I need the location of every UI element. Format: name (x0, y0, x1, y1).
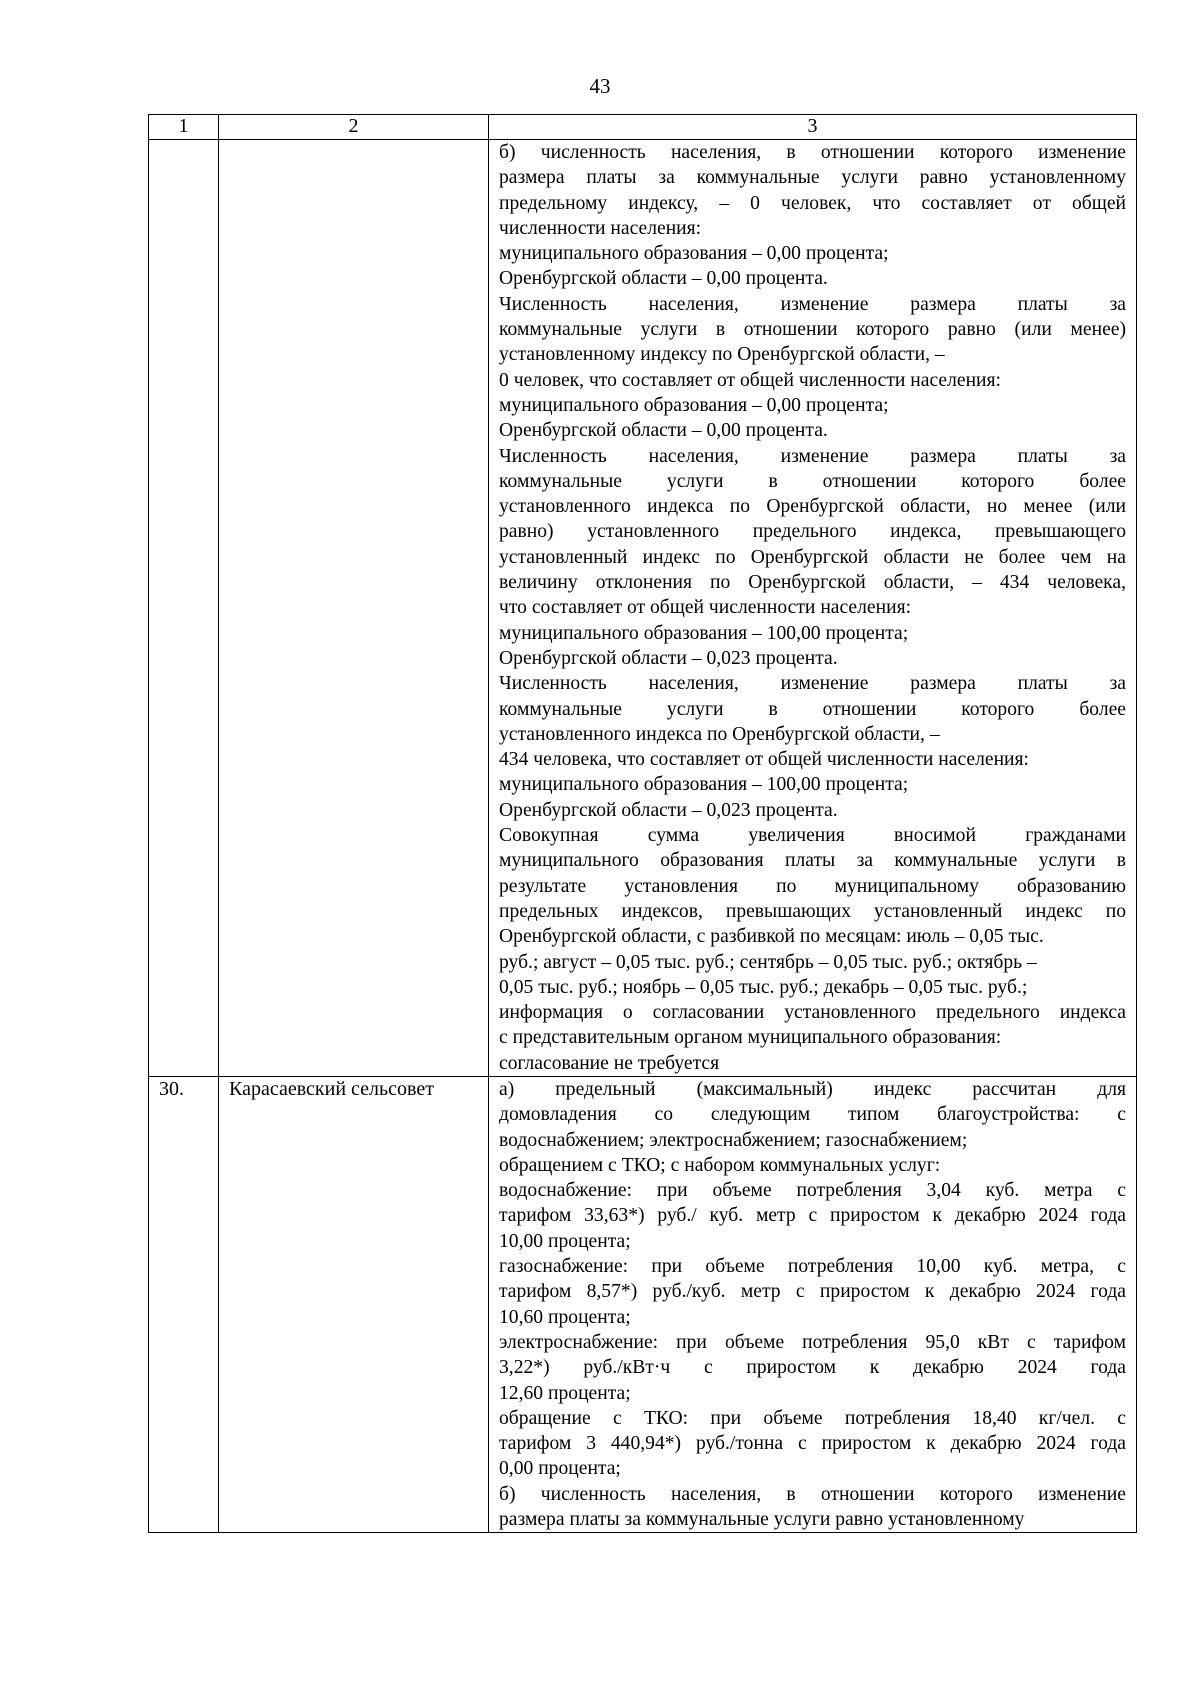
index-table (148, 114, 1137, 1533)
text-line: информация о согласовании установленного предельного индекса (499, 1002, 1126, 1024)
text-line: тарифом 33,63*) руб./ куб. метр с приростом к декабрю 2024 года (499, 1205, 1126, 1227)
text-line: численности населения: (499, 217, 702, 239)
header-col-2: 2 (219, 115, 489, 140)
table-row-30 (149, 1076, 1137, 1532)
text-line: руб.; август – 0,05 тыс. руб.; сентябрь – 0,05 тыс. руб.; октябрь – (499, 951, 1037, 973)
text-line: 434 человека, что составляет от общей численности населения: (499, 749, 1029, 771)
text-line: Оренбургской области, с разбивкой по месяцам: июль – 0,05 тыс. (499, 926, 1044, 948)
text-line: 10,60 процента; (499, 1306, 631, 1328)
text-line: б) численность населения, в отношении которого изменение (499, 142, 1126, 163)
text-line: установленному индексу по Оренбургской области, – (499, 344, 945, 366)
text-line: размера платы за коммунальные услуги равно установленному (499, 167, 1126, 189)
text-line: установленный индекс по Оренбургской области не более чем на (499, 546, 1126, 568)
text-line: коммунальные услуги в отношении которого более (499, 470, 1126, 492)
table-row-continued (149, 140, 1137, 1077)
text-line: Численность населения, изменение размера платы за (499, 445, 1126, 467)
text-line: 3,22*) руб./кВт·ч с приростом к декабрю 2024 года (499, 1357, 1126, 1379)
text-line: газоснабжение: при объеме потребления 10,00 куб. метра, с (499, 1256, 1126, 1278)
text-line: согласование не требуется (499, 1052, 720, 1074)
row-content (489, 140, 1137, 1077)
text-line: равно) установленного предельного индекса, превышающего (499, 521, 1126, 543)
text-line: электроснабжение: при объеме потребления 95,0 кВт с тарифом (499, 1331, 1126, 1353)
municipality-name (219, 140, 489, 1077)
text-line: коммунальные услуги в отношении которого более (499, 698, 1126, 720)
header-col-3: 3 (489, 115, 1137, 140)
text-line: муниципального образования – 100,00 процента; (499, 622, 909, 644)
text-line: 0,05 тыс. руб.; ноябрь – 0,05 тыс. руб.; декабрь – 0,05 тыс. руб.; (499, 976, 1028, 998)
page-number: 43 (589, 74, 611, 98)
text-line: что составляет от общей численности населения: (499, 597, 912, 619)
text-line: коммунальные услуги в отношении которого равно (или менее) (499, 319, 1126, 341)
text-line: тарифом 8,57*) руб./куб. метр с приростом к декабрю 2024 года (499, 1281, 1126, 1303)
row-number: 30. (149, 1076, 219, 1532)
text-line: муниципального образования – 0,00 процента; (499, 243, 889, 265)
text-line: муниципального образования – 100,00 процента; (499, 774, 909, 796)
text-line: а) предельный (максимальный) индекс рассчитан для (499, 1078, 1126, 1100)
text-line: муниципального образования – 0,00 процента; (499, 394, 889, 416)
text-line: обращением с ТКО; с набором коммунальных услуг: (499, 1154, 941, 1176)
text-line: б) численность населения, в отношении которого изменение (499, 1483, 1126, 1505)
text-line: Оренбургской области – 0,00 процента. (499, 268, 828, 290)
text-line: Оренбургской области – 0,023 процента. (499, 647, 838, 669)
row-number (149, 140, 219, 1077)
text-line: 10,00 процента; (499, 1230, 631, 1252)
text-line: Оренбургской области – 0,023 процента. (499, 799, 838, 821)
text-line: Оренбургской области – 0,00 процента. (499, 420, 828, 442)
text-line: водоснабжением; электроснабжением; газоснабжением; (499, 1129, 968, 1151)
text-line: водоснабжение: при объеме потребления 3,04 куб. метра с (499, 1180, 1126, 1202)
text-line: обращение с ТКО: при объеме потребления 18,40 кг/чел. с (499, 1407, 1126, 1429)
text-line: муниципального образования платы за коммунальные услуги в (499, 850, 1126, 872)
text-line: установленного индекса по Оренбургской области, – (499, 723, 940, 745)
text-line: Совокупная сумма увеличения вносимой гражданами (499, 825, 1126, 847)
text-line: установленного индекса по Оренбургской области, но менее (или (499, 496, 1126, 518)
municipality-name: Карасаевский сельсовет (219, 1076, 489, 1532)
text-line: 0 человек, что составляет от общей численности населения: (499, 369, 1002, 391)
text-line: результате установления по муниципальному образованию (499, 875, 1126, 897)
text-line: предельных индексов, превышающих установленный индекс по (499, 900, 1126, 922)
text-line: тарифом 3 440,94*) руб./тонна с приростом к декабрю 2024 года (499, 1433, 1126, 1455)
text-line: 12,60 процента; (499, 1382, 631, 1404)
text-line: с представительным органом муниципального образования: (499, 1027, 1002, 1049)
header-col-1: 1 (149, 115, 219, 140)
text-line: размера платы за коммунальные услуги равно установленному (499, 1509, 1025, 1531)
text-line: Численность населения, изменение размера платы за (499, 673, 1126, 695)
text-line: Численность населения, изменение размера платы за (499, 293, 1126, 315)
text-line: 0,00 процента; (499, 1458, 621, 1480)
header-row (149, 115, 1137, 140)
text-line: предельному индексу, – 0 человек, что составляет от общей (499, 192, 1126, 214)
row-content (489, 1076, 1137, 1532)
text-line: домовладения со следующим типом благоустройства: с (499, 1104, 1126, 1126)
text-line: величину отклонения по Оренбургской области, – 434 человека, (499, 572, 1126, 594)
